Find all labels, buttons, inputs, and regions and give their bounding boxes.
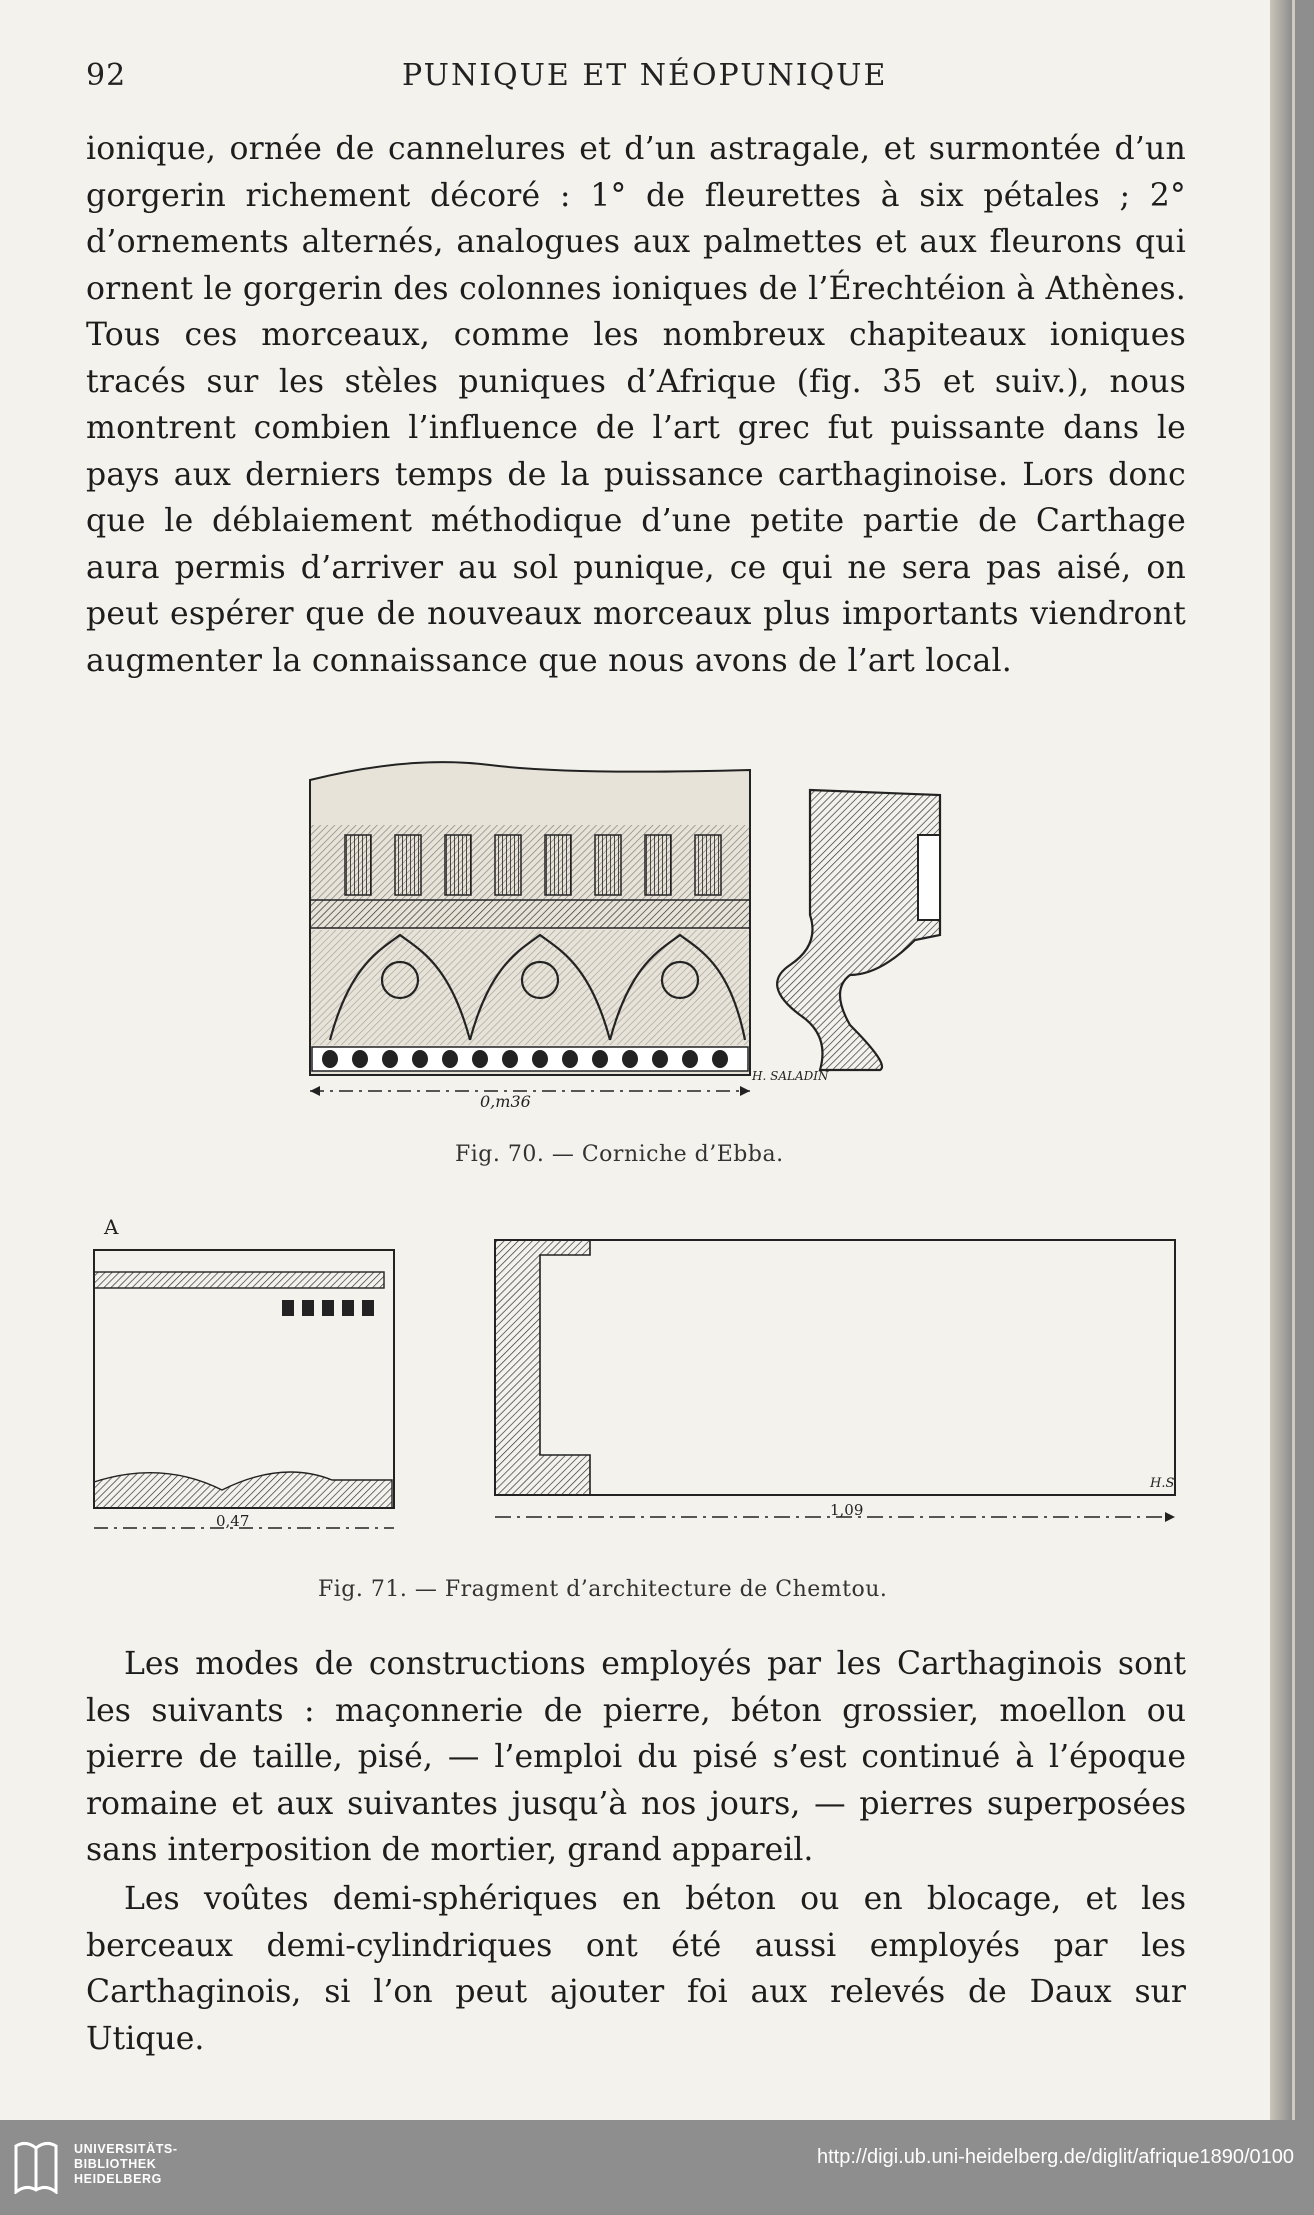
figure-71-panel-a-drawing (82, 1210, 412, 1530)
page-gutter-shadow (1270, 0, 1292, 2120)
fig71-panel-letter: A (104, 1215, 119, 1239)
fig71-signature: H.S (1150, 1476, 1175, 1491)
figure-70-caption: Fig. 70. — Corniche d’Ebba. (455, 1142, 784, 1167)
figure-71-caption: Fig. 71. — Fragment d’architecture de Chemtou. (318, 1577, 888, 1602)
running-title: PUNIQUE ET NÉOPUNIQUE (402, 58, 888, 93)
source-url-link[interactable]: http://digi.ub.uni-heidelberg.de/diglit/afrique1890/0100 (816, 2146, 1294, 2168)
fig70-signature: H. SALADIN (752, 1069, 829, 1083)
library-name-line-3: HEIDELBERG (74, 2172, 162, 2186)
fig71-scale-b: 1,09 (830, 1501, 864, 1519)
university-library-logo-icon (12, 2138, 60, 2194)
figure-71-panel-b-drawing (470, 1225, 1190, 1545)
page-number: 92 (86, 58, 127, 93)
body-paragraph-2: Les modes de constructions employés par les Carthaginois sont les suivants : maçonnerie de pierre, béton grossier, moellon ou pierre de taille, pisé, — l’emploi du pisé s’est continué à l’époque romaine et aux suivantes jusqu’à nos jours, — pierres superposées sans interposition de mortier, grand appareil. (86, 1646, 1186, 1868)
library-name-line-1: UNIVERSITÄTS- (74, 2142, 178, 2156)
fig71-scale-a: 0,47 (216, 1512, 250, 1530)
fig70-scale-label: 0,m36 (480, 1092, 531, 1111)
library-name-line-2: BIBLIOTHEK (74, 2157, 157, 2171)
figure-70-cornice-drawing (290, 735, 980, 1135)
body-paragraph-1: ionique, ornée de cannelures et d’un astragale, et surmontée d’un gorgerin richement décoré : 1° de fleurettes à six pétales ; 2° d’ornements alternés, analogues aux palmettes et aux fleurons qui ornent le gorgerin des colonnes ioniques de l’Érechtéion à Athènes. Tous ces morceaux, comme les nombreux chapiteaux ioniques tracés sur les stèles puniques d’Afrique (fig. 35 et suiv.), nous montrent combien l’influence de l’art grec fut puissante dans le pays aux derniers temps de la puissance carthaginoise. Lors donc que le déblaiement méthodique d’une petite partie de Carthage aura permis d’arriver au sol punique, ce qui ne sera pas aisé, on peut espérer que de nouveaux morceaux plus importants viendront augmenter la connaissance que nous avons de l’art local. (86, 131, 1186, 679)
body-paragraph-3: Les voûtes demi-sphériques en béton ou en blocage, et les berceaux demi-cylindriques ont été aussi employés par les Carthaginois, si l’on peut ajouter foi aux relevés de Daux sur Utique. (86, 1881, 1186, 2057)
running-head (86, 58, 1186, 98)
library-name (74, 2142, 178, 2187)
